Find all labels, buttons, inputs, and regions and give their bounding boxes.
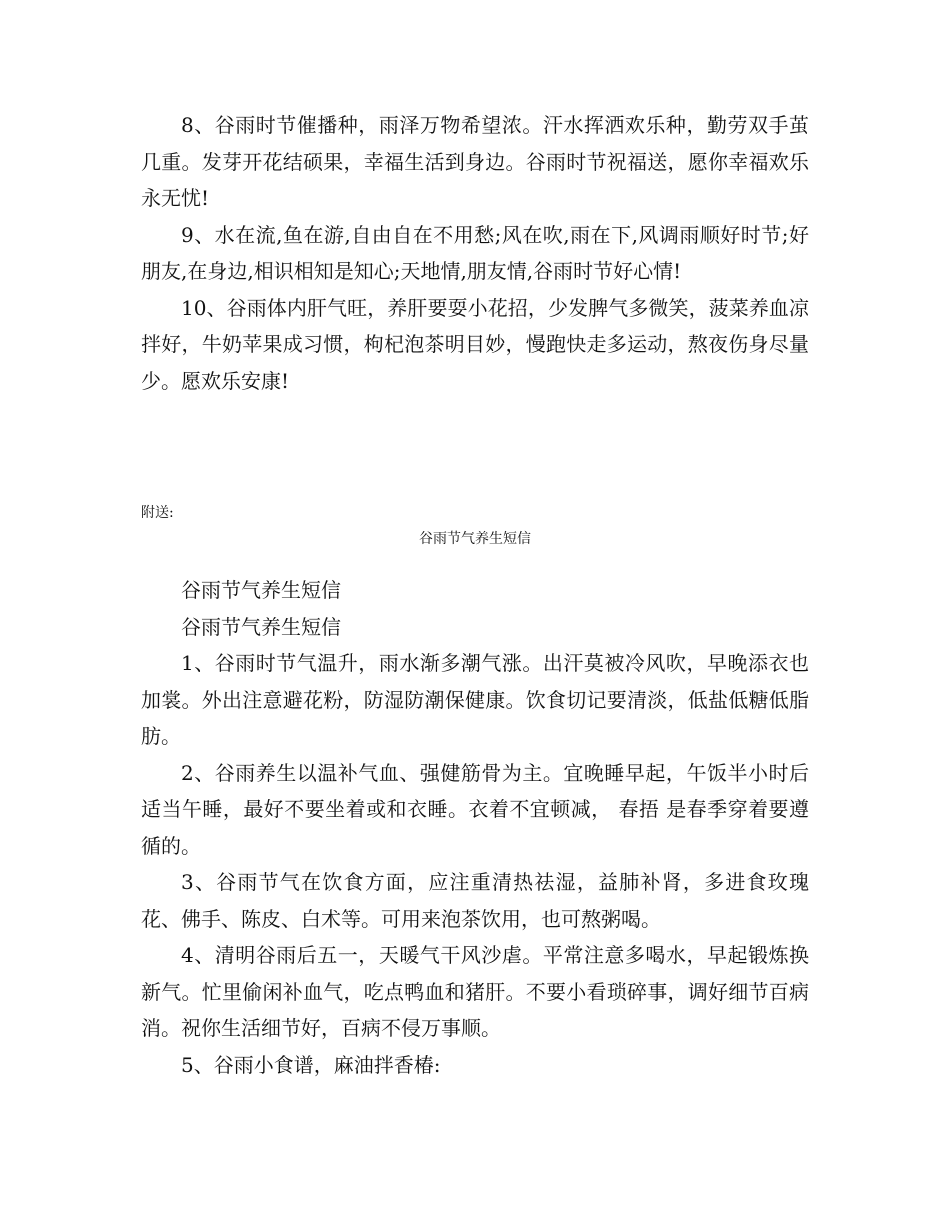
paragraph-8: 8、谷雨时节催播种，雨泽万物希望浓。汗水挥洒欢乐种，勤劳双手茧几重。发芽开花结硕果，幸福生活到身边。谷雨时节祝福送，愿你幸福欢乐永无忧! [141,113,809,210]
tip-2: 2、谷雨养生以温补气血、强健筋骨为主。宜晚睡早起，午饭半小时后适当午睡，最好不要坐着或和衣睡。衣着不宜顿减， 春捂 是春季穿着要遵循的。 [141,760,809,858]
tip-1: 1、谷雨时节气温升，雨水渐多潮气涨。出汗莫被冷风吹，早晚添衣也加裳。外出注意避花粉，防湿防潮保健康。饮食切记要清淡，低盐低糖低脂肪。 [141,651,809,748]
tip-5: 5、谷雨小食谱，麻油拌香椿: [181,1052,441,1077]
health-tips-section [141,572,809,1083]
subheading-1: 谷雨节气养生短信 [181,578,341,602]
appendix-label: 附送: [141,505,174,521]
greeting-section [141,107,809,399]
appendix-title: 谷雨节气养生短信 [419,531,531,547]
tip-3: 3、谷雨节气在饮食方面，应注重清热祛湿，益肺补肾，多进食玫瑰花、佛手、陈皮、白术等。可用来泡茶饮用，也可熬粥喝。 [141,870,809,931]
subheading-2: 谷雨节气养生短信 [181,614,341,639]
tip-4: 4、清明谷雨后五一，天暖气干风沙虐。平常注意多喝水，早起锻炼换新气。忙里偷闲补血气，吃点鸭血和猪肝。不要小看琐碎事，调好细节百病消。祝你生活细节好，百病不侵万事顺。 [141,943,809,1040]
paragraph-9: 9、水在流,鱼在游,自由自在不用愁;风在吹,雨在下,风调雨顺好时节;好朋友,在身边,相识相知是知心;天地情,朋友情,谷雨时节好心情! [141,222,809,283]
paragraph-10: 10、谷雨体内肝气旺，养肝要耍小花招，少发脾气多微笑，菠菜养血凉拌好，牛奶苹果成习惯，枸杞泡茶明目妙，慢跑快走多运动，熬夜伤身尽量少。愿欢乐安康! [141,295,809,393]
